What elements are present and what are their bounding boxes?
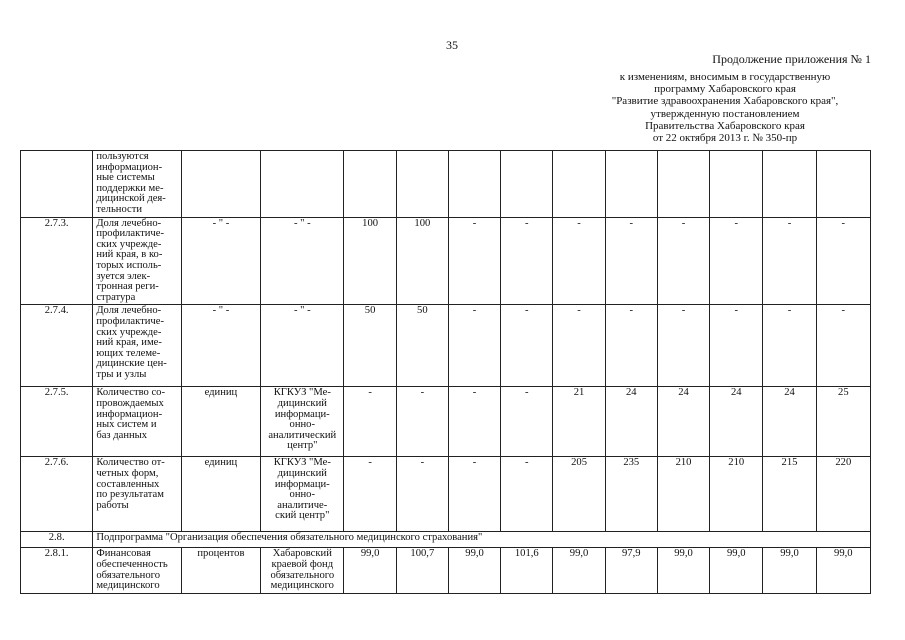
- indicator-name-line: дицинской дея-: [96, 193, 166, 205]
- row-number: 2.7.5.: [21, 387, 93, 457]
- indicator-name-line: стратура: [96, 291, 136, 303]
- value-cell: -: [396, 457, 448, 532]
- indicator-name-line: ских учрежде-: [96, 238, 162, 250]
- value-cell: -: [763, 217, 816, 305]
- value-cell: 215: [763, 457, 816, 532]
- indicator-name-line: четных форм,: [96, 467, 159, 479]
- responsible-cell-line: информаци-: [274, 408, 330, 420]
- value-cell: 99,0: [448, 548, 500, 593]
- indicator-name: [93, 151, 181, 218]
- indicator-name-line: тры и узлы: [96, 368, 147, 380]
- value-cell: -: [501, 457, 553, 532]
- row-number: [21, 151, 93, 218]
- value-cell: -: [396, 387, 448, 457]
- value-cell: 99,0: [763, 548, 816, 593]
- responsible-cell-line: центр": [287, 440, 318, 452]
- value-cell: 100,7: [396, 548, 448, 593]
- responsible-cell-line: - " -: [293, 305, 311, 317]
- value-cell: -: [501, 387, 553, 457]
- value-cell: 97,9: [605, 548, 657, 593]
- header-line: "Развитие здравоохранения Хабаровского края",: [611, 95, 839, 108]
- header-line: Правительства Хабаровского края: [645, 119, 805, 132]
- indicator-name-line: профилактиче-: [96, 315, 164, 327]
- responsible-cell-line: информаци-: [274, 478, 330, 490]
- indicator-name-line: ных систем и: [96, 419, 157, 431]
- subprogram-title: Подпрограмма "Организация обеспечения обязательного медицинского страхования": [93, 532, 871, 548]
- indicator-name-line: тронная реги-: [96, 281, 159, 293]
- subprogram-row: [21, 532, 871, 548]
- responsible-cell-line: онно-: [289, 489, 316, 501]
- responsible-cell: [261, 387, 344, 457]
- value-cell: -: [501, 217, 553, 305]
- responsible-cell: [261, 548, 344, 593]
- value-cell: -: [344, 387, 396, 457]
- responsible-cell-line: обязательного: [270, 569, 335, 581]
- unit-cell: [181, 151, 260, 218]
- value-cell: 101,6: [501, 548, 553, 593]
- unit-cell: процентов: [181, 548, 260, 593]
- value-cell: 235: [605, 457, 657, 532]
- unit-cell: единиц: [181, 457, 260, 532]
- responsible-cell-line: - " -: [293, 217, 311, 229]
- responsible-cell-line: краевой фонд: [271, 558, 334, 570]
- value-cell: 210: [710, 457, 763, 532]
- responsible-cell-line: аналитический: [268, 429, 337, 441]
- unit-cell: - " -: [181, 217, 260, 305]
- value-cell: -: [448, 305, 500, 387]
- responsible-cell: [261, 151, 344, 218]
- table-row: [21, 151, 871, 218]
- value-cell: -: [448, 457, 500, 532]
- table-row: [21, 387, 871, 457]
- row-number: 2.8.1.: [21, 548, 93, 593]
- value-cell: -: [553, 217, 605, 305]
- responsible-cell-line: КГКУЗ "Ме-: [273, 387, 331, 399]
- value-cell: [763, 151, 816, 218]
- appendix-header: [590, 71, 860, 144]
- indicator-name: [93, 217, 181, 305]
- indicator-name-line: обязательного: [96, 569, 161, 581]
- indicator-name-line: информацион-: [96, 161, 163, 173]
- value-cell: 100: [344, 217, 396, 305]
- indicator-name-line: зуется элек-: [96, 270, 151, 282]
- unit-cell: единиц: [181, 387, 260, 457]
- unit-cell: - " -: [181, 305, 260, 387]
- value-cell: 25: [816, 387, 870, 457]
- responsible-cell-line: онно-: [289, 419, 316, 431]
- indicator-name-line: торых исполь-: [96, 259, 162, 271]
- table-row: [21, 305, 871, 387]
- value-cell: 50: [396, 305, 448, 387]
- value-cell: 24: [657, 387, 709, 457]
- indicator-name-line: дицинские цен-: [96, 358, 167, 370]
- value-cell: -: [710, 305, 763, 387]
- value-cell: -: [448, 387, 500, 457]
- table-row: [21, 457, 871, 532]
- responsible-cell-line: КГКУЗ "Ме-: [273, 457, 331, 469]
- value-cell: [501, 151, 553, 218]
- page-number: 35: [446, 38, 458, 52]
- indicator-name: [93, 305, 181, 387]
- value-cell: 100: [396, 217, 448, 305]
- indicator-name-line: пользуются: [96, 151, 149, 162]
- value-cell: [396, 151, 448, 218]
- responsible-cell-line: медицинского: [270, 580, 334, 592]
- value-cell: -: [763, 305, 816, 387]
- value-cell: -: [657, 305, 709, 387]
- row-number: 2.7.3.: [21, 217, 93, 305]
- responsible-cell-line: аналитиче-: [277, 499, 328, 511]
- value-cell: [816, 151, 870, 218]
- responsible-cell-line: дицинский: [277, 397, 327, 409]
- indicator-name: [93, 548, 181, 593]
- value-cell: -: [501, 305, 553, 387]
- indicator-name-line: Доля лечебно-: [96, 217, 162, 229]
- value-cell: -: [344, 457, 396, 532]
- row-number: 2.8.: [21, 532, 93, 548]
- value-cell: 99,0: [657, 548, 709, 593]
- header-line: к изменениям, вносимым в государственную: [619, 71, 831, 83]
- indicator-name-line: информацион-: [96, 408, 163, 420]
- indicator-name-line: ний края, в ко-: [96, 249, 163, 261]
- value-cell: -: [448, 217, 500, 305]
- indicators-table: [20, 150, 871, 594]
- value-cell: -: [657, 217, 709, 305]
- value-cell: 210: [657, 457, 709, 532]
- value-cell: -: [710, 217, 763, 305]
- responsible-cell: [261, 305, 344, 387]
- indicator-name-line: работы: [96, 499, 129, 511]
- value-cell: -: [605, 305, 657, 387]
- responsible-cell: [261, 457, 344, 532]
- value-cell: 99,0: [344, 548, 396, 593]
- indicator-name-line: составленных: [96, 478, 160, 490]
- responsible-cell-line: Хабаровский: [272, 548, 332, 560]
- value-cell: [448, 151, 500, 218]
- header-line: от 22 октября 2013 г. № 350-пр: [652, 132, 798, 145]
- responsible-cell-line: дицинский: [277, 467, 327, 479]
- indicator-name-line: Количество от-: [96, 457, 165, 469]
- indicator-name-line: тельности: [96, 203, 143, 215]
- value-cell: -: [816, 305, 870, 387]
- indicator-name: [93, 387, 181, 457]
- value-cell: 24: [605, 387, 657, 457]
- indicator-name: [93, 457, 181, 532]
- indicator-name-line: по результатам: [96, 489, 164, 501]
- value-cell: 99,0: [816, 548, 870, 593]
- value-cell: [657, 151, 709, 218]
- value-cell: 220: [816, 457, 870, 532]
- header-line: утвержденную постановлением: [650, 107, 800, 120]
- indicator-name-line: провождаемых: [96, 397, 164, 409]
- indicator-name-line: ные системы: [96, 172, 155, 184]
- value-cell: [605, 151, 657, 218]
- value-cell: 21: [553, 387, 605, 457]
- value-cell: [553, 151, 605, 218]
- header-line: программу Хабаровского края: [654, 83, 796, 96]
- indicator-name-line: профилактиче-: [96, 228, 164, 240]
- value-cell: [344, 151, 396, 218]
- indicator-name-line: баз данных: [96, 429, 148, 441]
- indicator-name-line: ских учрежде-: [96, 326, 162, 338]
- value-cell: [710, 151, 763, 218]
- value-cell: -: [816, 217, 870, 305]
- indicator-name-line: Количество со-: [96, 387, 166, 399]
- indicator-name-line: Финансовая: [96, 548, 151, 560]
- row-number: 2.7.6.: [21, 457, 93, 532]
- continuation-label: Продолжение приложения № 1: [712, 52, 871, 66]
- indicator-name-line: ющих телеме-: [96, 347, 161, 359]
- table-row: [21, 217, 871, 305]
- value-cell: 24: [763, 387, 816, 457]
- indicator-name-line: ний края, име-: [96, 337, 162, 349]
- indicator-name-line: поддержки ме-: [96, 182, 164, 194]
- indicator-name-line: медицинского: [96, 580, 160, 592]
- indicator-name-line: Доля лечебно-: [96, 305, 162, 317]
- value-cell: 99,0: [553, 548, 605, 593]
- row-number: 2.7.4.: [21, 305, 93, 387]
- responsible-cell: [261, 217, 344, 305]
- value-cell: -: [553, 305, 605, 387]
- value-cell: -: [605, 217, 657, 305]
- indicator-name-line: обеспеченность: [96, 558, 168, 570]
- responsible-cell-line: ский центр": [275, 510, 330, 522]
- value-cell: 205: [553, 457, 605, 532]
- value-cell: 99,0: [710, 548, 763, 593]
- value-cell: 50: [344, 305, 396, 387]
- table-row: [21, 548, 871, 593]
- value-cell: 24: [710, 387, 763, 457]
